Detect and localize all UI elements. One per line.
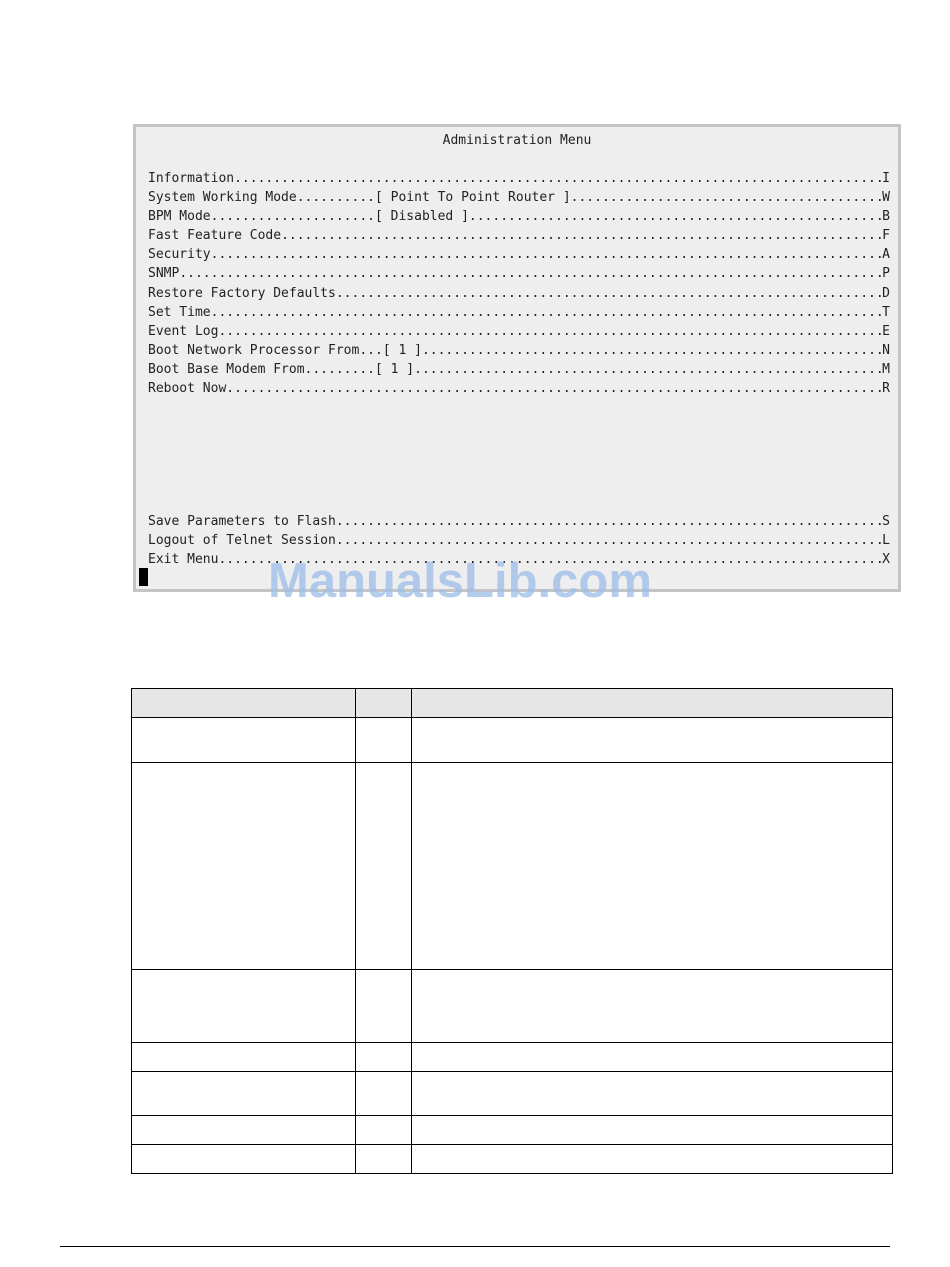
table-cell [356,1116,412,1145]
menu-item-hotkey: R [882,381,890,397]
dot-leader [179,264,882,283]
menu-item-label: Save Parameters to Flash [148,514,336,529]
watermark: ManualsLib.com [268,554,652,608]
table-cell [132,763,356,970]
menu-item-label: Boot Base Modem From......... [148,361,375,377]
table-row [132,718,893,763]
table-header-row [132,689,893,718]
dot-leader [422,341,882,360]
menu-item-value: [ Disabled ] [374,209,469,225]
menu-item-hotkey: S [882,514,890,529]
menu-item-label: Fast Feature Code [148,228,282,244]
menu-item-hotkey: N [882,342,890,358]
table-cell [132,718,356,763]
menu-item-label: Exit Menu [148,552,219,568]
menu-item-hotkey: E [882,323,890,339]
dot-leader [226,379,882,398]
menu-item-boot-network-processor[interactable] [148,341,890,360]
menu-item-restore-factory-defaults[interactable] [148,284,890,303]
menu-item-label: Set Time [148,304,211,320]
menu-item-reboot-now[interactable] [148,379,890,398]
table-cell [356,763,412,970]
menu-item-event-log[interactable] [148,322,890,341]
table-row [132,1072,893,1116]
menu-item-logout-telnet[interactable] [148,531,890,550]
menu-item-value: [ Point To Point Router ] [374,190,571,206]
menu-item-boot-base-modem[interactable] [148,360,890,379]
table-row [132,763,893,970]
menu-item-hotkey: F [882,228,890,244]
dot-leader [211,245,883,264]
menu-item-hotkey: D [882,285,890,301]
dot-leader [234,169,882,188]
menu-item-label: Boot Network Processor From... [148,342,383,358]
menu-item-label: Information [148,171,235,186]
table-cell [356,1072,412,1116]
menu-item-fast-feature-code[interactable] [148,226,890,245]
menu-item-label: BPM Mode..................... [148,209,375,225]
table-header-cell [356,689,412,718]
dot-leader [281,226,882,245]
menu-item-hotkey: B [882,209,890,225]
menu-item-hotkey: L [882,533,890,549]
menu-item-hotkey: P [882,266,890,282]
menu-item-value: [ 1 ] [374,361,415,377]
menu-item-security[interactable] [148,245,890,264]
menu-item-label: Security [148,247,211,263]
table-cell [132,970,356,1043]
menu-item-hotkey: X [882,552,890,568]
table-header-cell [132,689,356,718]
admin-menu-list [148,169,890,398]
table-cell [412,1145,893,1174]
menu-item-set-time[interactable] [148,303,890,322]
terminal-title: Administration Menu [442,133,592,148]
dot-leader [218,322,882,341]
menu-item-hotkey: T [882,304,890,320]
table-row [132,1043,893,1072]
table-cell [132,1116,356,1145]
menu-item-label: Reboot Now [148,381,227,397]
dot-leader [469,207,882,226]
menu-item-snmp[interactable] [148,264,890,283]
table-cell [356,718,412,763]
parameter-table [131,688,893,1174]
table-cell [412,718,893,763]
dot-leader [414,360,882,379]
menu-item-label: System Working Mode.......... [148,190,375,206]
dot-leader [211,303,883,322]
table-cell [412,1072,893,1116]
table-cell [412,763,893,970]
terminal-cursor [139,568,148,586]
table-cell [356,1043,412,1072]
table-cell [412,970,893,1043]
menu-item-hotkey: I [882,171,890,186]
table-cell [356,1145,412,1174]
admin-menu-terminal [133,124,901,592]
menu-item-hotkey: A [882,247,890,263]
table-cell [132,1145,356,1174]
table-cell [412,1043,893,1072]
dot-leader [336,284,882,303]
menu-item-hotkey: M [882,361,890,377]
menu-item-label: Logout of Telnet Session [148,533,336,549]
menu-item-bpm-mode[interactable] [148,207,890,226]
footer-divider [60,1246,890,1247]
menu-item-system-working-mode[interactable] [148,188,890,207]
table-header-cell [412,689,893,718]
dot-leader [336,531,882,550]
menu-item-label: SNMP [148,266,180,282]
table-row [132,1145,893,1174]
table-cell [412,1116,893,1145]
table-row [132,970,893,1043]
menu-item-label: Event Log [148,323,219,339]
menu-item-value: [ 1 ] [382,342,422,358]
menu-item-label: Restore Factory Defaults [148,285,336,301]
dot-leader [571,188,883,207]
menu-item-save-parameters[interactable] [148,512,890,531]
menu-item-information[interactable] [148,169,890,188]
table-cell [356,970,412,1043]
menu-item-hotkey: W [882,190,890,206]
table-cell [132,1043,356,1072]
table-row [132,1116,893,1145]
dot-leader [336,512,882,531]
table-cell [132,1072,356,1116]
